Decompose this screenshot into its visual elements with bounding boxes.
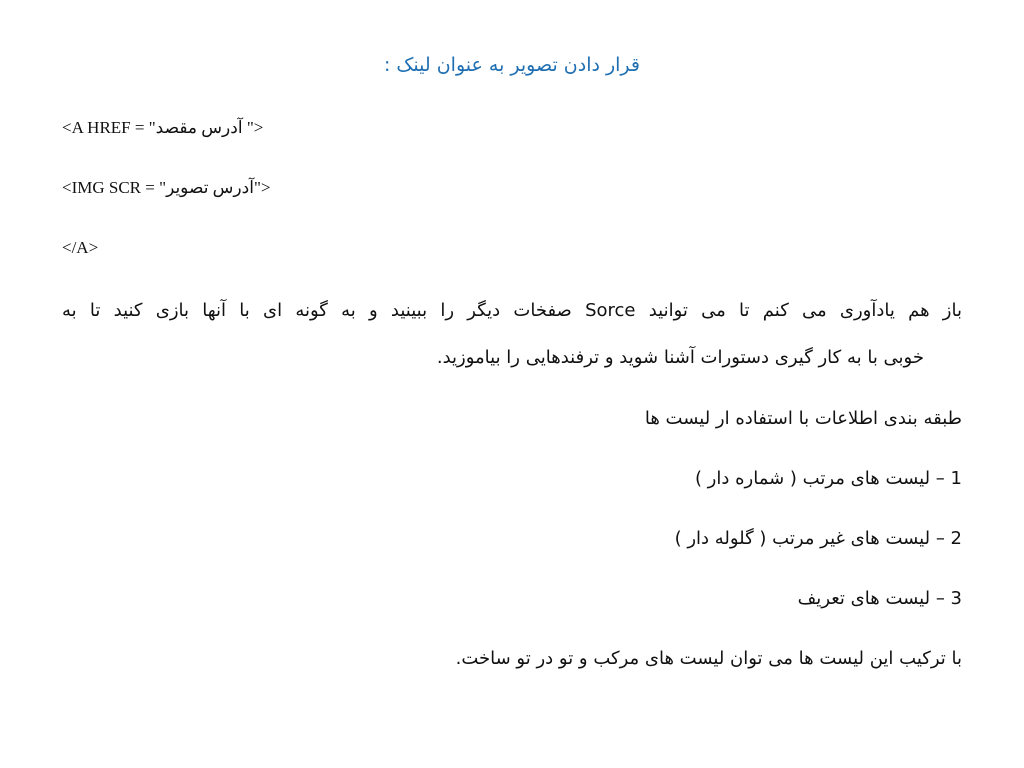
closing-sentence: با ترکیب این لیست ها می توان لیست های مرکب و تو در تو ساخت. [455,648,962,669]
reminder-paragraph [62,287,962,381]
code-line-img-tag: <IMG SCR = "آدرس تصویر"> [62,178,271,197]
list-heading: طبقه بندی اطلاعات با استفاده ار لیست ها [644,408,962,429]
code-line-anchor-close: </A> [62,238,99,257]
reminder-paragraph-line-1: باز هم یادآوری می کنم تا می توانید Sorce صفخات دیگر را ببینید و به گونه ای با آنها بازی کنید تا به [62,300,962,321]
slide-title: قرار دادن تصویر به عنوان لینک : [383,54,641,76]
code-line-anchor-open: <A HREF = "آدرس مقصد "> [62,118,264,137]
list-item-unordered: 2 – لیست های غیر مرتب ( گلوله دار ) [674,528,962,549]
reminder-paragraph-line-2: خوبی با به کار گیری دستورات آشنا شوید و ترفندهایی را بیاموزید. [436,347,924,368]
list-item-definition: 3 – لیست های تعریف [797,588,962,609]
list-item-ordered: 1 – لیست های مرتب ( شماره دار ) [694,468,962,489]
